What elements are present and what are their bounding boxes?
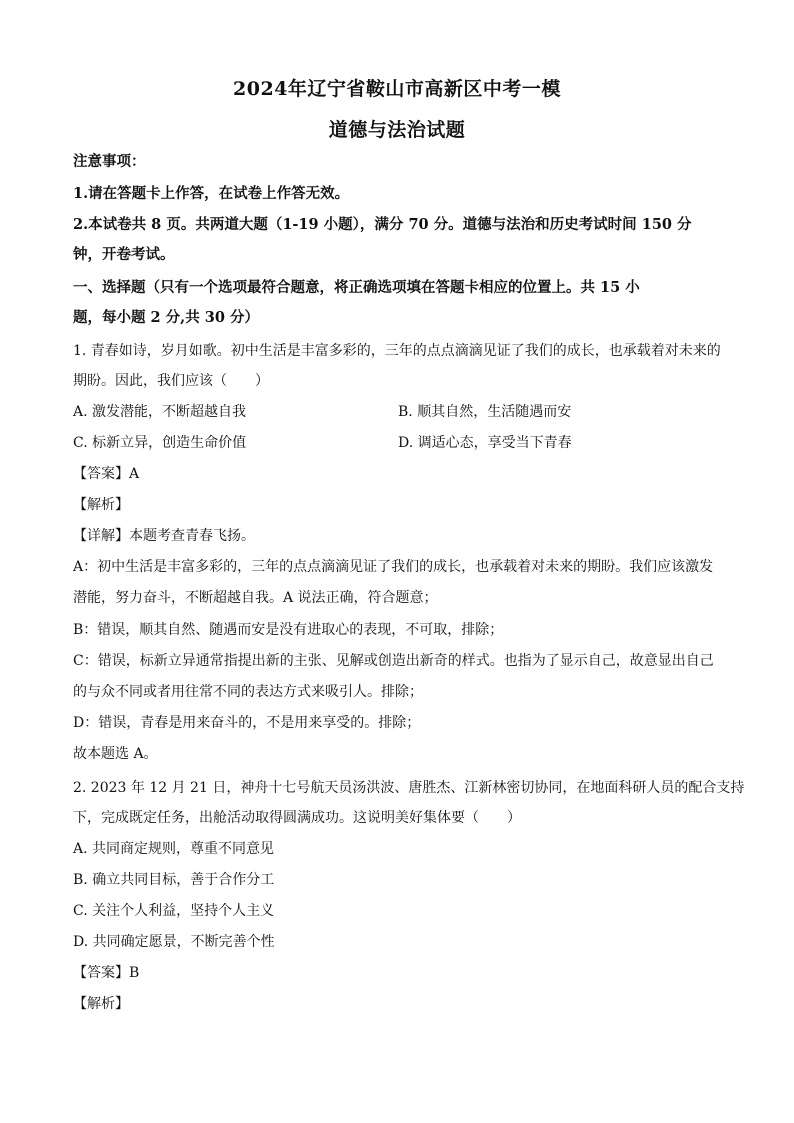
q2-stem-line-2: 下，完成既定任务，出舱活动取得圆满成功。这说明美好集体要（ ）	[73, 810, 521, 826]
q1-explanation-a-line-2: 潜能，努力奋斗，不断超越自我。A 说法正确，符合题意；	[73, 590, 438, 606]
notice-item-2-line-2: 钟，开卷考试。	[73, 246, 175, 263]
q2-analysis-label: 【解析】	[73, 996, 129, 1012]
exam-title: 2024年辽宁省鞍山市高新区中考一模	[233, 78, 561, 100]
q1-explanation-d: D：错误，青春是用来奋斗的，不是用来享受的。排除；	[73, 715, 421, 731]
notice-item-2-line-1: 2.本试卷共 8 页。共两道大题（1-19 小题），满分 70 分。道德与法治和历史考试时间 150 分	[73, 216, 692, 233]
q1-analysis-label: 【解析】	[73, 497, 129, 513]
q2-answer: 【答案】B	[73, 965, 140, 981]
q1-explanation-b: B：错误，顺其自然、随遇而安是没有进取心的表现，不可取，排除；	[73, 622, 504, 638]
q1-explanation-c-line-1: C：错误，标新立异通常指提出新的主张、见解或创造出新奇的样式。也指为了显示自己，故意显出自己	[73, 653, 714, 669]
q1-option-c: C. 标新立异，创造生命价值	[73, 435, 247, 451]
exam-subtitle: 道德与法治试题	[328, 119, 466, 141]
q1-stem-line-2: 期盼。因此，我们应该（ ）	[73, 373, 269, 389]
q1-stem-line-1: 1. 青春如诗，岁月如歌。初中生活是丰富多彩的，三年的点点滴滴见证了我们的成长，也承载着对未来的	[73, 343, 721, 359]
q1-option-b: B. 顺其自然，生活随遇而安	[398, 404, 572, 420]
notice-item-1: 1.请在答题卡上作答，在试卷上作答无效。	[73, 185, 350, 202]
notice-heading: 注意事项：	[73, 153, 146, 170]
q1-explanation-a-line-1: A：初中生活是丰富多彩的，三年的点点滴滴见证了我们的成长，也承载着对未来的期盼。我们应该激发	[73, 559, 714, 575]
q1-option-d: D. 调适心态，享受当下青春	[398, 435, 572, 451]
section-heading-line-1: 一、选择题（只有一个选项最符合题意，将正确选项填在答题卡相应的位置上。共 15 小	[73, 279, 640, 296]
q1-conclusion: 故本题选 A。	[73, 746, 158, 762]
q2-stem-line-1: 2. 2023 年 12 月 21 日，神舟十七号航天员汤洪波、唐胜杰、江新林密切协同，在地面科研人员的配合支持	[73, 780, 745, 796]
q1-detail-label: 【详解】本题考查青春飞扬。	[73, 528, 255, 544]
q2-option-a: A. 共同商定规则，尊重不同意见	[73, 841, 275, 857]
q1-option-a: A. 激发潜能，不断超越自我	[73, 404, 247, 420]
q2-option-d: D. 共同确定愿景，不断完善个性	[73, 934, 275, 950]
section-heading-line-2: 题，每小题 2 分,共 30 分）	[73, 309, 260, 326]
q2-option-b: B. 确立共同目标，善于合作分工	[73, 872, 275, 888]
q1-answer: 【答案】A	[73, 466, 140, 482]
q2-option-c: C. 关注个人利益，坚持个人主义	[73, 903, 275, 919]
q1-explanation-c-line-2: 的与众不同或者用往常不同的表达方式来吸引人。排除；	[73, 684, 423, 700]
